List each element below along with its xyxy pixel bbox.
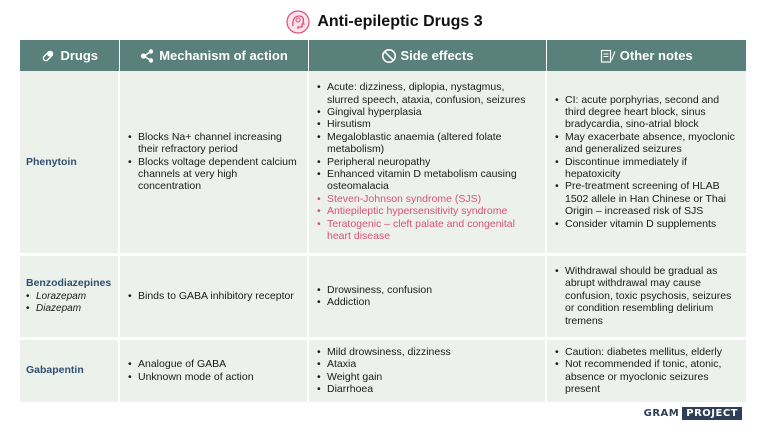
pill-icon xyxy=(40,48,56,64)
drug-cell xyxy=(20,71,119,254)
list-item: • CI: acute porphyrias, second and third degree heart block, sinus bradycardia, sino-atrial block xyxy=(553,94,740,131)
list-item: • Acute: dizziness, diplopia, nystagmus, slurred speech, ataxia, confusion, seizures xyxy=(315,81,539,106)
list-item: • Gingival hyperplasia xyxy=(315,106,539,118)
mechanism-cell xyxy=(119,338,308,403)
side-effects-cell xyxy=(308,71,546,254)
list-item: • Peripheral neuropathy xyxy=(315,156,539,168)
drug-name: Phenytoin xyxy=(26,155,77,168)
list-item: • Megaloblastic anaemia (altered folate metabolism) xyxy=(315,131,539,156)
notes-cell xyxy=(546,338,746,403)
list-item: • Discontinue immediately if hepatoxicity xyxy=(553,156,740,181)
list-item: • Drowsiness, confusion xyxy=(315,284,539,296)
drug-table xyxy=(20,40,746,405)
notes-cell xyxy=(546,254,746,338)
list-item: • Withdrawal should be gradual as abrupt withdrawal may cause confusion, toxic psychosis, seizures or condition resembling delirium tremens xyxy=(553,265,740,327)
side-effects-cell xyxy=(308,254,546,338)
logo-part-gram: GRAM xyxy=(643,408,680,419)
drug-subitem: • Diazepam xyxy=(26,303,112,315)
header-mechanism-label: Mechanism of action xyxy=(159,48,288,63)
notes-cell xyxy=(546,71,746,254)
drug-name: Benzodiazepines xyxy=(26,277,112,290)
warning-list-item: • Teratogenic – cleft palate and congenital heart disease xyxy=(315,218,539,243)
list-item: • May exacerbate absence, myoclonic and generalized seizures xyxy=(553,131,740,156)
gram-project-logo xyxy=(641,407,742,420)
molecule-icon xyxy=(139,48,155,64)
table-row xyxy=(20,338,746,403)
header-side-effects-label: Side effects xyxy=(400,48,474,63)
title-bar xyxy=(0,8,768,36)
list-item: • Blocks Na+ channel increasing their refractory period xyxy=(126,131,301,156)
table-header-row xyxy=(20,40,746,71)
table-row xyxy=(20,71,746,254)
page-title: Anti-epileptic Drugs 3 xyxy=(317,13,483,30)
list-item: • Pre-treatment screening of HLAB 1502 allele in Han Chinese or Thai Origin – increased risk of SJS xyxy=(553,180,740,217)
pencil-notes-icon xyxy=(600,48,616,64)
list-item: • Weight gain xyxy=(315,371,539,383)
list-item: • Ataxia xyxy=(315,358,539,370)
header-drugs xyxy=(20,40,119,71)
list-item: • Caution: diabetes mellitus, elderly xyxy=(553,346,740,358)
prohibited-icon xyxy=(381,48,397,64)
table-row xyxy=(20,254,746,338)
list-item: • Enhanced vitamin D metabolism causing osteomalacia xyxy=(315,168,539,193)
side-effects-cell xyxy=(308,338,546,403)
header-drugs-label: Drugs xyxy=(60,48,99,63)
warning-list-item: • Steven-Johnson syndrome (SJS) xyxy=(315,193,539,205)
header-side-effects xyxy=(308,40,546,71)
list-item: • Unknown mode of action xyxy=(126,371,301,383)
list-item: • Addiction xyxy=(315,296,539,308)
list-item: • Hirsutism xyxy=(315,118,539,130)
drug-cell xyxy=(20,338,119,403)
drug-subitem: • Lorazepam xyxy=(26,291,112,303)
mechanism-cell xyxy=(119,71,308,254)
drug-name: Gabapentin xyxy=(26,364,84,377)
brain-head-icon xyxy=(285,9,311,35)
list-item: • Binds to GABA inhibitory receptor xyxy=(126,290,301,302)
header-notes-label: Other notes xyxy=(619,48,693,63)
list-item: • Mild drowsiness, dizziness xyxy=(315,346,539,358)
list-item: • Analogue of GABA xyxy=(126,358,301,370)
header-mechanism xyxy=(119,40,308,71)
list-item: • Blocks voltage dependent calcium channels at very high concentration xyxy=(126,156,301,193)
warning-list-item: • Antiepileptic hypersensitivity syndrome xyxy=(315,205,539,217)
mechanism-cell xyxy=(119,254,308,338)
logo-part-project: PROJECT xyxy=(682,407,742,420)
list-item: • Diarrhoea xyxy=(315,383,539,395)
list-item: • Consider vitamin D supplements xyxy=(553,218,740,230)
header-notes xyxy=(546,40,746,71)
drug-cell xyxy=(20,254,119,338)
list-item: • Not recommended if tonic, atonic, absence or myoclonic seizures present xyxy=(553,358,740,395)
